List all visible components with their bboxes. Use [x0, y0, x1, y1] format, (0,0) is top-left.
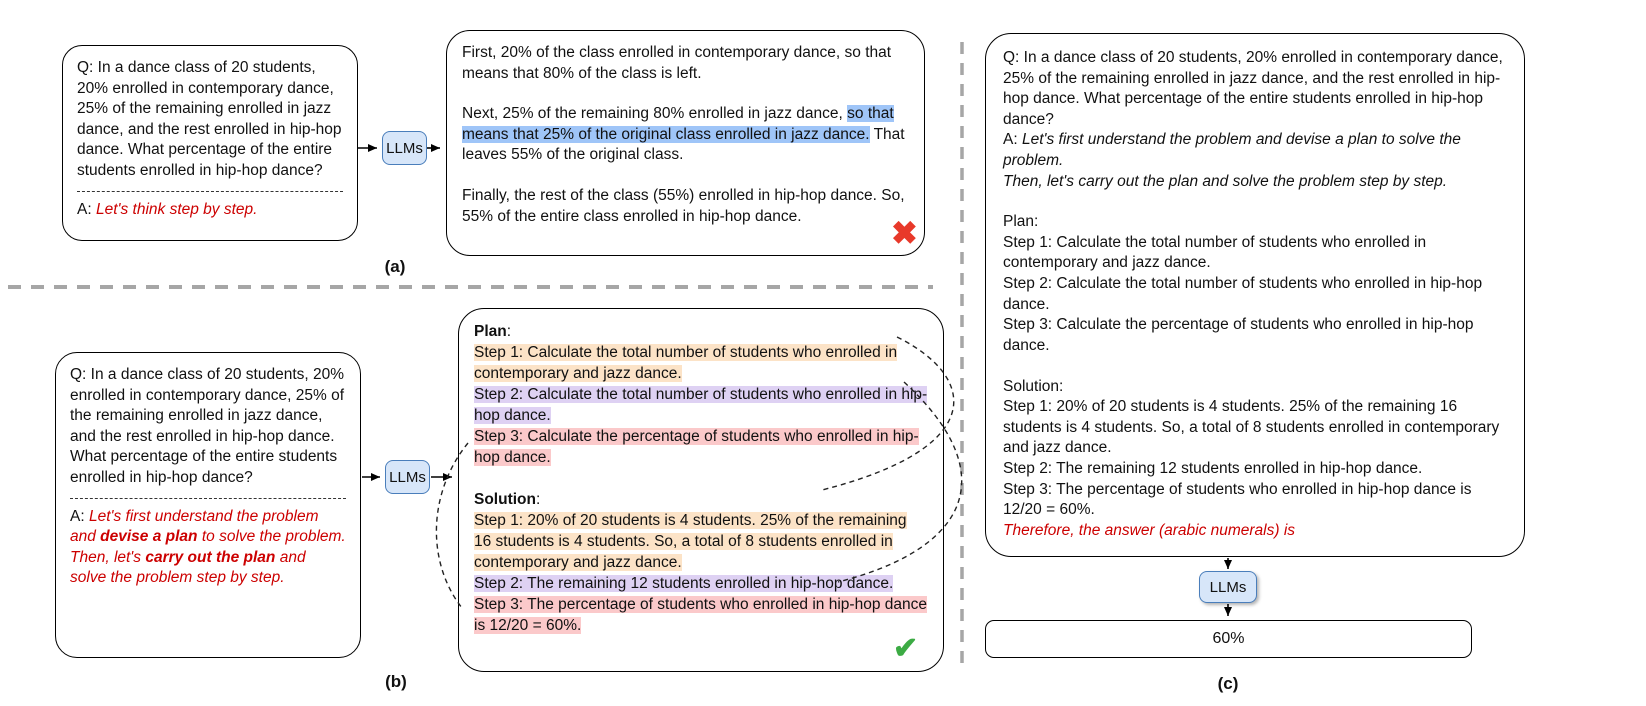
solution-step-3: Step 3: The percentage of students who enrolled in hip-hop dance is 12/20 = 60%.: [1003, 480, 1472, 519]
blue-highlighted-error-span: so that means that 25% of the original class enrolled in jazz dance.: [462, 105, 894, 143]
spacer: [1003, 357, 1507, 377]
llm-label: LLMs: [1209, 578, 1247, 596]
plan-step-1: Step 1: Calculate the total number of students who enrolled in contemporary and jazz dance.: [474, 344, 898, 383]
ps-trigger-line-1: A: Let's first understand the problem and devise a plan to solve the problem.: [1003, 131, 1461, 170]
panel-c-prompt-box: [985, 33, 1525, 557]
panel-a-question-box: [62, 45, 358, 241]
panel-c-final-answer-box: [985, 620, 1472, 658]
question-text: Q: In a dance class of 20 students, 20% enrolled in contemporary dance, 25% of the remaining enrolled in jazz dance, and the rest enrolled in hip-hop dance. What percentage of the entire students enrolled in hip-hop dance?: [70, 366, 345, 487]
q-prefix: Q:: [77, 59, 94, 76]
q-prefix: Q:: [1003, 49, 1020, 66]
panel-a-llm-node: [382, 131, 427, 165]
plan-heading: Plan:: [1003, 213, 1039, 231]
answer-trigger-line: [77, 200, 343, 221]
plan-step-3: Step 3: Calculate the percentage of students who enrolled in hip-hop dance.: [474, 428, 919, 467]
solution-heading: Solution:: [474, 490, 541, 508]
a-prefix: A:: [1003, 131, 1022, 149]
panel-b-question-box: [55, 352, 361, 658]
question-text: Q: In a dance class of 20 students, 20% enrolled in contemporary dance, 25% of the remaining enrolled in jazz dance, and the rest enrolled in hip-hop dance. What percentage of the entire students enrolled in hip-hop dance?: [1003, 49, 1503, 128]
solution-step-1: Step 1: 20% of 20 students is 4 students. 25% of the remaining 16 students is 4 students. So, a total of 8 students enrolled in contemporary and jazz dance.: [474, 511, 907, 571]
panel-b-llm-node: [385, 460, 430, 494]
response-paragraph-3: Finally, the rest of the class (55%) enrolled in hip-hop dance. So, 55% of the entire class enrolled in hip-hop dance.: [462, 187, 905, 225]
response-paragraph-1: First, 20% of the class enrolled in contemporary dance, so that means that 80% of the class is left.: [462, 44, 892, 82]
question-text: Q: In a dance class of 20 students, 20% enrolled in contemporary dance, 25% of the remaining enrolled in jazz dance, and the rest enrolled in hip-hop dance. What percentage of the entire students enrolled in hip-hop dance?: [77, 59, 342, 180]
solution-step-3: Step 3: The percentage of students who enrolled in hip-hop dance is 12/20 = 60%.: [474, 595, 927, 635]
final-answer-value: 60%: [1212, 630, 1245, 647]
panel-b-label: (b): [385, 672, 407, 691]
response-paragraph-2: Next, 25% of the remaining 80% enrolled in jazz dance, so that means that 25% of the original class enrolled in jazz dance. That leaves 55% of the original class.: [462, 105, 905, 164]
solution-step-2: Step 2: The remaining 12 students enrolled in hip-hop dance.: [1003, 459, 1423, 477]
plan-step-3: Step 3: Calculate the percentage of students who enrolled in hip-hop dance.: [1003, 316, 1474, 354]
carry-out-the-plan-bold: carry out the plan: [145, 548, 276, 566]
plan-step-1: Step 1: Calculate the total number of students who enrolled in contemporary and jazz dance.: [1003, 233, 1427, 272]
panel-a-response-box: [446, 30, 925, 256]
spacer: [1003, 192, 1507, 212]
q-prefix: Q:: [70, 366, 87, 383]
plan-step-2: Step 2: Calculate the total number of students who enrolled in hip-hop dance.: [1003, 275, 1483, 313]
solution-heading: Solution:: [1003, 377, 1064, 395]
question-answer-separator: [77, 191, 343, 192]
cross-icon: ✖: [891, 215, 918, 251]
a-prefix: A:: [77, 200, 96, 218]
answer-trigger-line-2: Then, let's carry out the plan and solve the problem step by step.: [70, 548, 306, 587]
a-prefix: A:: [70, 507, 89, 525]
answer-extraction-trigger: Therefore, the answer (arabic numerals) is: [1003, 521, 1296, 539]
answer-trigger-line-1: A: Let's first understand the problem and devise a plan to solve the problem.: [70, 507, 346, 546]
check-icon: ✔: [893, 632, 919, 665]
panel-a-label: (a): [384, 257, 406, 276]
zero-shot-cot-trigger: Let's think step by step.: [95, 200, 258, 218]
panel-c-llm-node: [1199, 571, 1257, 603]
question-answer-separator: [70, 498, 346, 499]
spacer: [474, 469, 928, 489]
ps-trigger-line-2: Then, let's carry out the plan and solve the problem step by step.: [1003, 172, 1448, 190]
panel-c-label: (c): [1217, 674, 1239, 693]
devise-a-plan-bold: devise a plan: [100, 528, 198, 546]
plan-heading: Plan:: [474, 323, 512, 340]
panel-b-response-box: [458, 308, 944, 672]
solution-step-2: Step 2: The remaining 12 students enrolled in hip-hop dance.: [474, 574, 894, 592]
llm-label: LLMs: [389, 468, 426, 486]
solution-step-1: Step 1: 20% of 20 students is 4 students. 25% of the remaining 16 students is 4 students. So, a total of 8 students enrolled in contemporary and jazz dance.: [1003, 398, 1500, 457]
llm-label: LLMs: [386, 139, 423, 157]
plan-step-2: Step 2: Calculate the total number of students who enrolled in hip-hop dance.: [474, 386, 928, 425]
